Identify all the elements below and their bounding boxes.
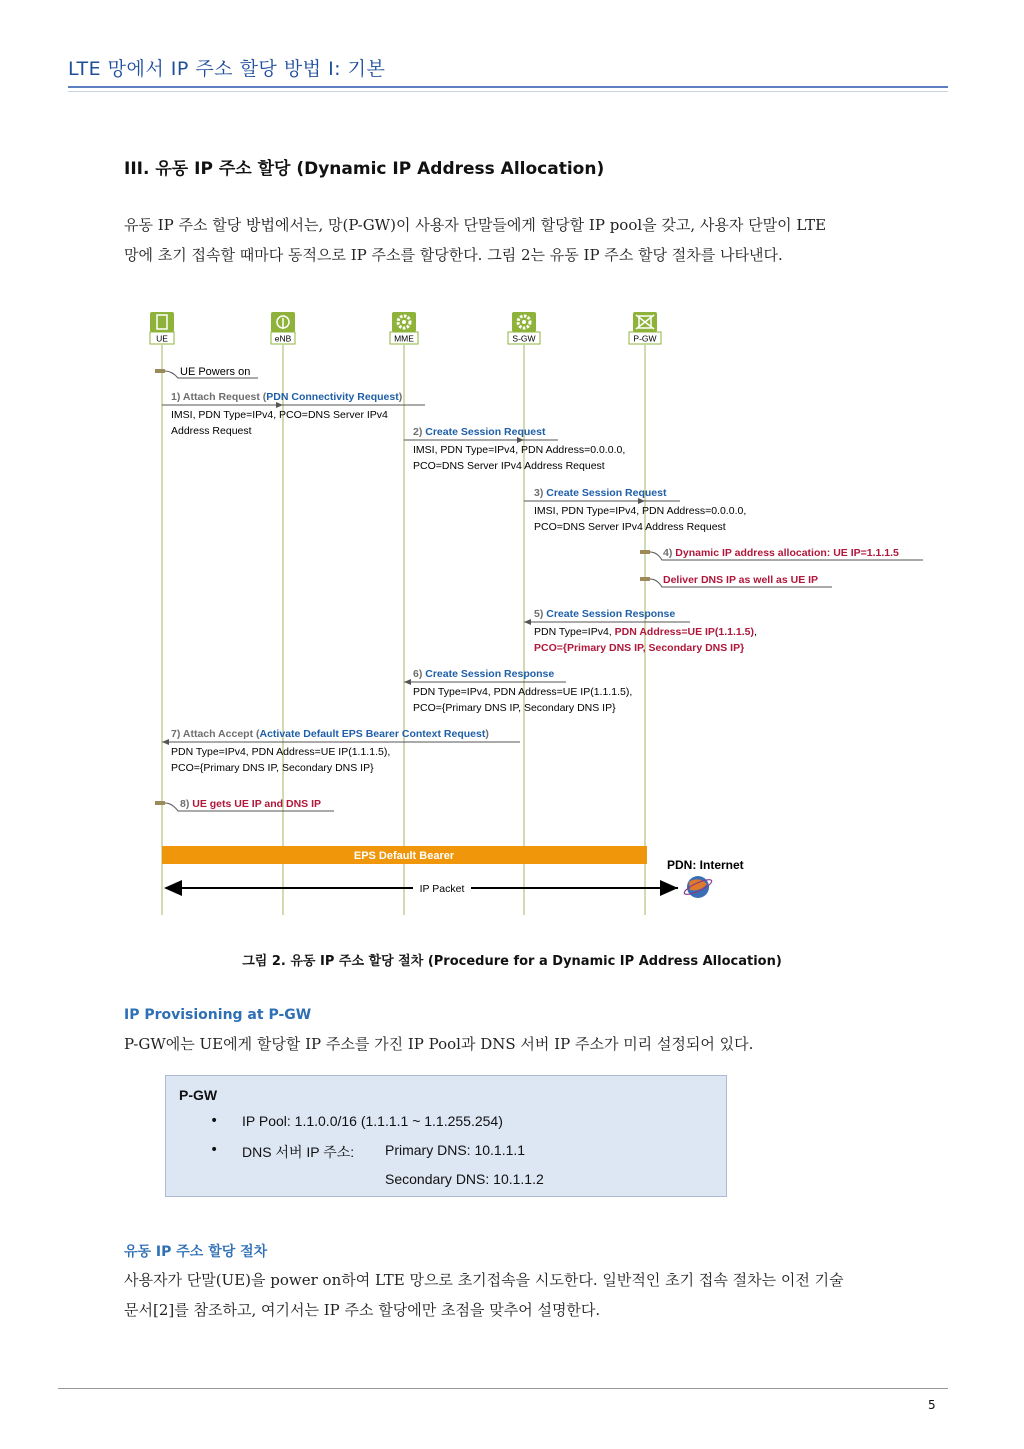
step-2-create-session-request <box>404 426 625 472</box>
provisioning-heading: IP Provisioning at P-GW <box>124 1007 312 1023</box>
svg-text:IMSI, PDN Type=IPv4, PDN Addre: IMSI, PDN Type=IPv4, PDN Address=0.0.0.0, <box>534 505 747 517</box>
svg-text:PDN Type=IPv4, PDN Address=UE: PDN Type=IPv4, PDN Address=UE IP(1.1.1.5), <box>171 746 391 758</box>
pgw-box-title: P-GW <box>179 1087 218 1103</box>
svg-text:IMSI, PDN Type=IPv4, PCO=DNS S: IMSI, PDN Type=IPv4, PCO=DNS Server IPv4 <box>171 409 388 421</box>
svg-text:IMSI, PDN Type=IPv4, PDN Addre: IMSI, PDN Type=IPv4, PDN Address=0.0.0.0, <box>413 444 626 456</box>
dns-secondary: Secondary DNS: 10.1.1.2 <box>385 1171 544 1187</box>
svg-text:PDN Type=IPv4, PDN Address=UE: PDN Type=IPv4, PDN Address=UE IP(1.1.1.5), <box>534 626 757 638</box>
ue-powers-on-note <box>155 366 258 378</box>
node-pgw <box>629 312 661 344</box>
step-5-create-session-response <box>524 608 757 654</box>
node-enb <box>271 312 295 344</box>
header-title: LTE 망에서 IP 주소 할당 방법 I: 기본 <box>68 58 386 80</box>
svg-text:5) Create Session Response: 5) Create Session Response <box>534 608 676 620</box>
figure-caption: 그림 2. 유동 IP 주소 할당 절차 (Procedure for a Dynamic IP Address Allocation) <box>242 954 782 969</box>
header-rule <box>68 86 948 88</box>
svg-text:PCO={Primary DNS IP, Secondary: PCO={Primary DNS IP, Secondary DNS IP} <box>171 762 374 774</box>
ip-packet-arrow <box>166 880 678 895</box>
bullet-icon: • <box>210 1113 219 1129</box>
step-6-create-session-response <box>404 668 632 714</box>
node-label-mme: MME <box>394 333 414 344</box>
svg-text:4) Dynamic IP address allocati: 4) Dynamic IP address allocation: UE IP=1.1.1.5 <box>663 547 899 559</box>
eps-default-bearer <box>162 846 647 864</box>
svg-text:2) Create Session Request: 2) Create Session Request <box>413 426 546 438</box>
pdn-internet <box>667 858 744 898</box>
svg-text:6) Create Session Response: 6) Create Session Response <box>413 668 555 680</box>
step-7-attach-accept <box>162 728 520 774</box>
svg-text:8) UE gets UE IP and DNS IP: 8) UE gets UE IP and DNS IP <box>180 798 322 810</box>
sequence-diagram <box>124 306 944 936</box>
intro-line-2: 망에 초기 접속할 때마다 동적으로 IP 주소를 할당한다. 그림 2는 유동 IP 주소 할당 절차를 나타낸다. <box>124 246 783 264</box>
intro-line-1: 유동 IP 주소 할당 방법에서는, 망(P-GW)이 사용자 단말들에게 할당할 IP pool을 갖고, 사용자 단말이 LTE <box>124 216 827 234</box>
globe-icon <box>683 876 714 898</box>
procedure-line-1: 사용자가 단말(UE)을 power on하여 LTE 망으로 초기접속을 시도한다. 일반적인 초기 접속 절차는 이전 기술 <box>124 1271 844 1289</box>
provisioning-text: P-GW에는 UE에게 할당할 IP 주소를 가진 IP Pool과 DNS 서버 IP 주소가 미리 설정되어 있다. <box>124 1035 754 1053</box>
ip-pool-line: IP Pool: 1.1.0.0/16 (1.1.1.1 ~ 1.1.255.254) <box>242 1113 503 1129</box>
footer-rule <box>58 1388 948 1389</box>
node-sgw <box>508 312 540 344</box>
node-ue <box>150 312 174 344</box>
step-3-create-session-request <box>524 487 746 533</box>
procedure-heading: 유동 IP 주소 할당 절차 <box>124 1244 268 1260</box>
svg-text:PCO=DNS Server IPv4 Address Re: PCO=DNS Server IPv4 Address Request <box>534 521 726 533</box>
node-mme <box>390 312 418 344</box>
svg-text:EPS Default Bearer: EPS Default Bearer <box>353 850 455 862</box>
svg-text:PDN Type=IPv4, PDN Address=UE: PDN Type=IPv4, PDN Address=UE IP(1.1.1.5), <box>413 686 633 698</box>
procedure-line-2: 문서[2]를 참조하고, 여기서는 IP 주소 할당에만 초점을 맞추어 설명한다. <box>124 1301 601 1319</box>
procedure-paragraph <box>124 1265 940 1325</box>
svg-text:PCO={Primary DNS IP, Secondary: PCO={Primary DNS IP, Secondary DNS IP} <box>534 642 745 654</box>
node-label-enb: eNB <box>274 333 292 344</box>
page-number: 5 <box>928 1398 936 1412</box>
section-title: III. 유동 IP 주소 할당 (Dynamic IP Address Allocation) <box>124 159 605 179</box>
svg-text:UE Powers on: UE Powers on <box>180 366 251 378</box>
step-1-attach-request <box>162 391 425 437</box>
header-rule-thin <box>68 91 948 92</box>
node-label-pgw: P-GW <box>633 333 657 344</box>
svg-text:Address Request: Address Request <box>171 425 252 437</box>
svg-text:Deliver DNS IP as well as UE I: Deliver DNS IP as well as UE IP <box>663 574 819 586</box>
pgw-config-box <box>165 1075 727 1197</box>
dns-primary: Primary DNS: 10.1.1.1 <box>385 1142 526 1158</box>
svg-text:1) Attach Request (PDN Connect: 1) Attach Request (PDN Connectivity Request) <box>171 391 403 403</box>
svg-text:PCO=DNS Server IPv4 Address Re: PCO=DNS Server IPv4 Address Request <box>413 460 605 472</box>
svg-text:PCO={Primary DNS IP, Secondary: PCO={Primary DNS IP, Secondary DNS IP} <box>413 702 616 714</box>
intro-paragraph <box>124 210 940 270</box>
svg-text:IP Packet: IP Packet <box>419 883 465 895</box>
svg-text:7) Attach Accept (Activate Def: 7) Attach Accept (Activate Default EPS Bearer Context Request) <box>171 728 489 740</box>
svg-text:PDN: Internet: PDN: Internet <box>667 858 744 872</box>
node-label-sgw: S-GW <box>512 333 536 344</box>
bullet-icon: • <box>210 1142 219 1158</box>
dns-label: DNS 서버 IP 주소: <box>242 1144 355 1160</box>
node-label-ue: UE <box>156 333 168 344</box>
step-4-dynamic-ip-allocation <box>640 547 923 587</box>
step-8-ue-gets-ip <box>155 798 334 811</box>
svg-text:3) Create Session Request: 3) Create Session Request <box>534 487 667 499</box>
